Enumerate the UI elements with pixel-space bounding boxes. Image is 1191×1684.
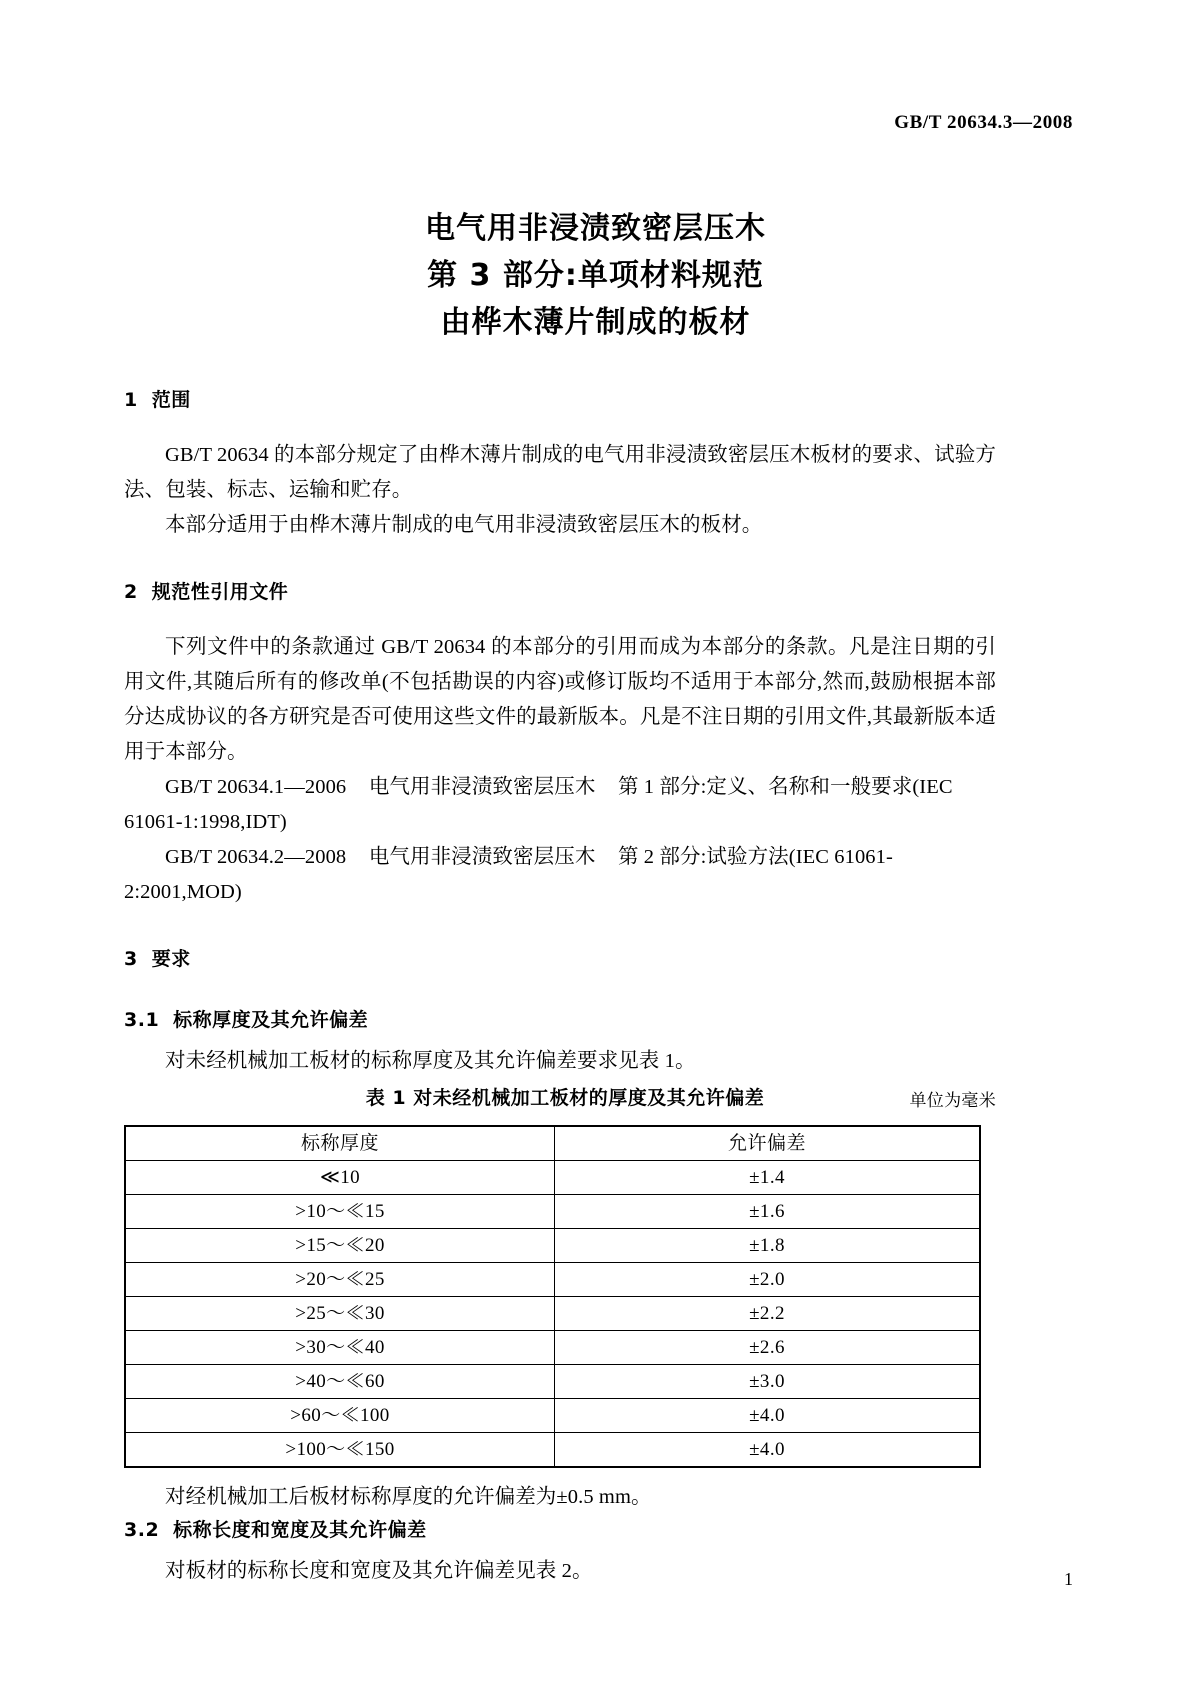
section-heading-3-2 bbox=[124, 1515, 996, 1542]
cell-tolerance: ±2.2 bbox=[555, 1297, 981, 1331]
normative-reference-1 bbox=[124, 770, 996, 840]
table-1-body bbox=[125, 1161, 980, 1468]
reference-1-code: GB/T 20634.1—2006 bbox=[165, 776, 347, 798]
section-3-2-paragraph-1: 对板材的标称长度和宽度及其允许偏差见表 2。 bbox=[165, 1560, 593, 1582]
document-body bbox=[124, 385, 996, 1589]
cell-tolerance: ±1.6 bbox=[555, 1195, 981, 1229]
column-header-nominal-thickness: 标称厚度 bbox=[125, 1126, 555, 1161]
section-3-1-paragraph-1: 对未经机械加工板材的标称厚度及其允许偏差要求见表 1。 bbox=[165, 1050, 696, 1072]
section-3-1-paragraph-after-table: 对经机械加工后板材标称厚度的允许偏差为±0.5 mm。 bbox=[165, 1486, 652, 1508]
reference-2-title: 电气用非浸渍致密层压木 bbox=[368, 846, 596, 868]
cell-tolerance: ±1.4 bbox=[555, 1161, 981, 1195]
section-1-paragraph-2: 本部分适用于由桦木薄片制成的电气用非浸渍致密层压木的板材。 bbox=[165, 514, 763, 536]
section-number-3: 3 bbox=[124, 948, 138, 970]
title-line-1: 电气用非浸渍致密层压木 bbox=[425, 211, 766, 246]
cell-nominal-thickness: >30～≪40 bbox=[125, 1331, 555, 1365]
section-title-3: 要求 bbox=[151, 948, 191, 970]
table-row bbox=[125, 1433, 980, 1468]
section-1-paragraph-1: GB/T 20634 的本部分规定了由桦木薄片制成的电气用非浸渍致密层压木板材的要求、试验方法、包装、标志、运输和贮存。 bbox=[124, 444, 996, 501]
table-row bbox=[125, 1331, 980, 1365]
table-1-caption-row bbox=[124, 1083, 996, 1117]
table-row bbox=[125, 1195, 980, 1229]
cell-nominal-thickness: >60～≪100 bbox=[125, 1399, 555, 1433]
section-2-paragraph-1: 下列文件中的条款通过 GB/T 20634 的本部分的引用而成为本部分的条款。凡是注日期的引用文件,其随后所有的修改单(不包括勘误的内容)或修订版均不适用于本部分,然而,鼓励根据本部分达成协议的各方研究是否可使用这些文件的最新版本。凡是不注日期的引用文件,其最新版本适用于本部分。 bbox=[124, 636, 996, 763]
section-title-3-1: 标称厚度及其允许偏差 bbox=[173, 1009, 369, 1031]
cell-tolerance: ±2.6 bbox=[555, 1331, 981, 1365]
running-header bbox=[0, 112, 1073, 134]
table-row bbox=[125, 1161, 980, 1195]
section-number-3-2: 3.2 bbox=[124, 1519, 160, 1541]
table-row bbox=[125, 1365, 980, 1399]
section-title-3-2: 标称长度和宽度及其允许偏差 bbox=[173, 1519, 427, 1541]
document-title bbox=[0, 205, 1191, 346]
section-heading-3-1 bbox=[124, 1005, 996, 1032]
title-line-2: 第 3 部分:单项材料规范 bbox=[427, 258, 764, 293]
table-row bbox=[125, 1297, 980, 1331]
reference-1-part: 第 1 部分:定义、名称和一般要求(IEC 61061-1:1998,IDT) bbox=[124, 776, 953, 833]
cell-tolerance: ±1.8 bbox=[555, 1229, 981, 1263]
cell-nominal-thickness: >15～≪20 bbox=[125, 1229, 555, 1263]
cell-tolerance: ±4.0 bbox=[555, 1399, 981, 1433]
table-header-row bbox=[125, 1126, 980, 1161]
cell-nominal-thickness: >10～≪15 bbox=[125, 1195, 555, 1229]
section-number-2: 2 bbox=[124, 581, 138, 603]
section-heading-2 bbox=[124, 577, 996, 604]
cell-nominal-thickness: >20～≪25 bbox=[125, 1263, 555, 1297]
table-row bbox=[125, 1399, 980, 1433]
cell-nominal-thickness: >25～≪30 bbox=[125, 1297, 555, 1331]
table-1-thickness-tolerance bbox=[124, 1125, 981, 1468]
cell-tolerance: ±4.0 bbox=[555, 1433, 981, 1468]
normative-reference-2 bbox=[124, 840, 996, 910]
cell-tolerance: ±2.0 bbox=[555, 1263, 981, 1297]
title-line-3: 由桦木薄片制成的板材 bbox=[440, 305, 751, 340]
reference-2-part: 第 2 部分:试验方法(IEC 61061-2:2001,MOD) bbox=[124, 846, 893, 903]
cell-nominal-thickness: >100～≪150 bbox=[125, 1433, 555, 1468]
column-header-tolerance: 允许偏差 bbox=[555, 1126, 981, 1161]
standard-code: GB/T 20634.3—2008 bbox=[894, 112, 1073, 133]
table-1-unit-note: 单位为毫米 bbox=[909, 1091, 996, 1111]
page-number: 1 bbox=[1064, 1569, 1073, 1589]
section-title-1: 范围 bbox=[151, 389, 191, 411]
section-number-1: 1 bbox=[124, 389, 138, 411]
cell-nominal-thickness: >40～≪60 bbox=[125, 1365, 555, 1399]
table-row bbox=[125, 1229, 980, 1263]
cell-tolerance: ±3.0 bbox=[555, 1365, 981, 1399]
section-number-3-1: 3.1 bbox=[124, 1009, 160, 1031]
reference-1-title: 电气用非浸渍致密层压木 bbox=[368, 776, 596, 798]
section-heading-3 bbox=[124, 944, 996, 971]
section-heading-1 bbox=[124, 385, 996, 412]
table-1-caption: 表 1 对未经机械加工板材的厚度及其允许偏差 bbox=[365, 1087, 765, 1109]
section-title-2: 规范性引用文件 bbox=[151, 581, 289, 603]
table-row bbox=[125, 1263, 980, 1297]
reference-2-code: GB/T 20634.2—2008 bbox=[165, 846, 347, 868]
cell-nominal-thickness: ≪10 bbox=[125, 1161, 555, 1195]
